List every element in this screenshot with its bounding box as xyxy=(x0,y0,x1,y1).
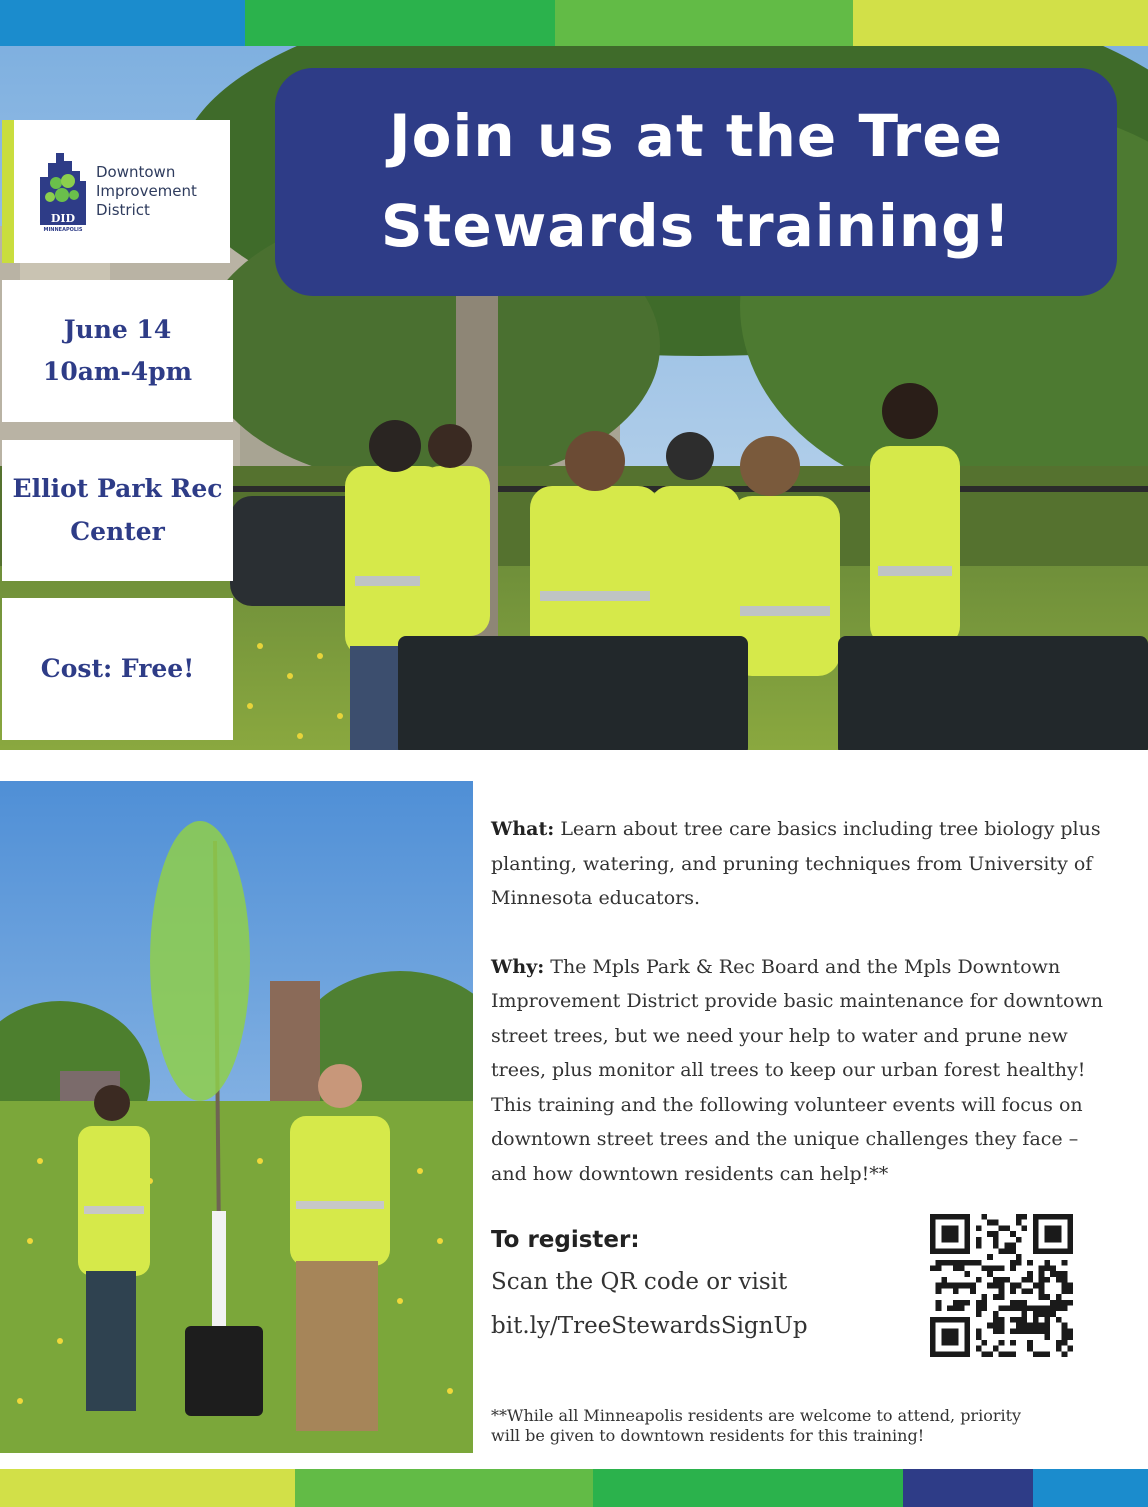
logo-text xyxy=(96,163,197,219)
why-label: Why: xyxy=(491,955,545,978)
date-time-text xyxy=(43,309,192,394)
color-segment-green xyxy=(593,1469,903,1507)
location-box xyxy=(2,440,233,581)
location-text xyxy=(13,468,223,553)
color-segment-navy xyxy=(903,1469,1033,1507)
qr-code[interactable] xyxy=(930,1214,1073,1357)
location-line-2: Center xyxy=(70,516,165,546)
headline-line-1: Join us at the Tree xyxy=(389,102,1003,171)
headline-banner xyxy=(275,68,1117,296)
event-time: 10am-4pm xyxy=(42,357,193,386)
why-text: The Mpls Park & Rec Board and the Mpls Downtown Improvement District provide basic maintenance for downtown street trees, but we need your help to water and prune new trees, plus monitor all trees to keep our urban forest healthy! This training and the following volunteer events will focus on downtown street trees and the unique challenges they face – and how downtown residents can help!** xyxy=(491,955,1103,1185)
logo-name-line-1: Downtown xyxy=(96,163,176,182)
description-section xyxy=(491,812,1111,1191)
bottom-color-bar xyxy=(0,1469,1148,1507)
date-time-box xyxy=(2,280,233,422)
did-logo xyxy=(2,120,230,263)
logo-name-line-3: District xyxy=(96,200,150,219)
priority-footnote: **While all Minneapolis residents are welcome to attend, priority will be given to downtown residents for this training! xyxy=(491,1406,1022,1445)
logo-city: MINNEAPOLIS xyxy=(43,226,83,233)
register-link[interactable]: bit.ly/TreeStewardsSignUp xyxy=(491,1313,808,1339)
color-segment-lime xyxy=(853,0,1148,46)
color-segment-lightgreen xyxy=(295,1469,593,1507)
did-building-tree-icon xyxy=(38,151,88,233)
location-line-1: Elliot Park Rec xyxy=(12,474,223,503)
color-segment-lightgreen xyxy=(555,0,853,46)
color-segment-lime xyxy=(0,1469,295,1507)
color-segment-green xyxy=(245,0,555,46)
color-segment-blue xyxy=(0,0,245,46)
tree-planting-photo xyxy=(0,781,473,1453)
register-instruction: Scan the QR code or visit xyxy=(491,1269,788,1295)
cost-box xyxy=(2,598,233,740)
event-date: June 14 xyxy=(63,314,172,344)
what-text: Learn about tree care basics including tree biology plus planting, watering, and pruning techniques from University of Minnesota educators. xyxy=(491,818,1101,909)
headline-line-2: Stewards training! xyxy=(380,192,1012,260)
logo-initials: DID xyxy=(50,211,76,225)
why-paragraph xyxy=(491,950,1111,1192)
qr-code-icon xyxy=(930,1214,1073,1357)
register-title: To register: xyxy=(491,1227,640,1253)
color-segment-blue xyxy=(1033,1469,1148,1507)
logo-name-line-2: Improvement xyxy=(96,182,197,201)
tree-planting-photo-illustration xyxy=(0,781,473,1453)
what-paragraph xyxy=(491,812,1111,916)
top-color-bar xyxy=(0,0,1148,46)
cost-text: Cost: Free! xyxy=(40,653,195,683)
headline-text xyxy=(381,92,1011,272)
what-label: What: xyxy=(491,818,555,840)
register-section xyxy=(491,1220,911,1348)
